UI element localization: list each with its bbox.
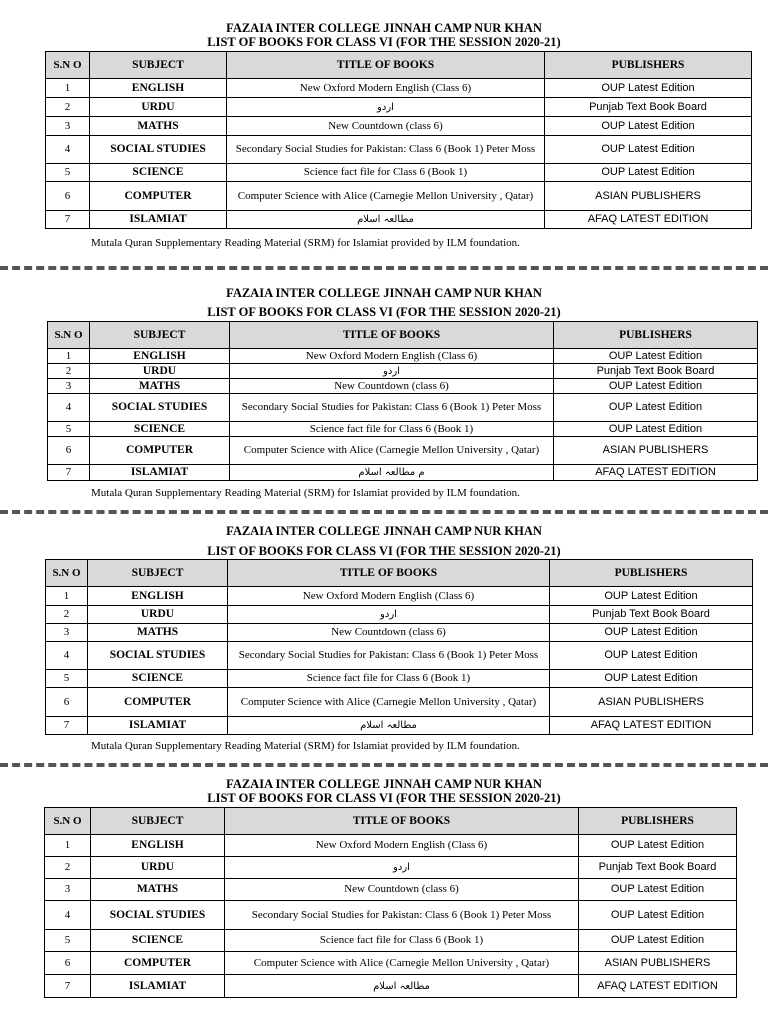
table-row [46,587,753,606]
cell-subject: SCIENCE [90,422,230,437]
table-row [46,117,752,136]
srm-note: Mutala Quran Supplementary Reading Material (SRM) for Islamiat provided by ILM foundation. [91,237,520,249]
header-publisher: PUBLISHERS [579,808,737,835]
header-publisher: PUBLISHERS [554,322,758,349]
cell-title: Science fact file for Class 6 (Book 1) [228,670,550,688]
cell-title: اردو [228,606,550,624]
table-row [48,349,758,364]
cell-publisher: OUP Latest Edition [545,117,752,136]
cell-sno: 6 [45,952,91,975]
cell-title: New Oxford Modern English (Class 6) [228,587,550,606]
cell-publisher: OUP Latest Edition [550,587,753,606]
header-title: TITLE OF BOOKS [228,560,550,587]
cell-sno: 5 [46,164,90,182]
cell-sno: 1 [48,349,90,364]
header-publisher: PUBLISHERS [545,52,752,79]
cell-subject: COMPUTER [90,182,227,211]
table-row [45,952,737,975]
cell-publisher: OUP Latest Edition [550,670,753,688]
cell-title: Secondary Social Studies for Pakistan: Class 6 (Book 1) Peter Moss [227,136,545,164]
table-row [45,857,737,879]
header-title: TITLE OF BOOKS [230,322,554,349]
table-row [46,182,752,211]
cell-publisher: OUP Latest Edition [545,79,752,98]
cell-sno: 3 [45,879,91,901]
cell-title: اردو [227,98,545,117]
cut-line [0,510,768,514]
books-table [45,51,752,229]
cell-title: Computer Science with Alice (Carnegie Mellon University , Qatar) [225,952,579,975]
cell-title: New Oxford Modern English (Class 6) [230,349,554,364]
cell-publisher: Punjab Text Book Board [545,98,752,117]
cell-sno: 4 [45,901,91,930]
cell-title: New Oxford Modern English (Class 6) [225,835,579,857]
cell-publisher: AFAQ LATEST EDITION [579,975,737,998]
table-row [45,975,737,998]
cell-publisher: AFAQ LATEST EDITION [550,717,753,735]
table-row [46,624,753,642]
list-title: LIST OF BOOKS FOR CLASS VI (FOR THE SESSION 2020-21) [207,305,561,319]
cell-subject: URDU [90,364,230,379]
cell-sno: 3 [46,624,88,642]
books-table [47,321,758,481]
cell-title: Computer Science with Alice (Carnegie Mellon University , Qatar) [230,437,554,465]
cell-subject: MATHS [90,379,230,394]
cell-subject: ISLAMIAT [90,211,227,229]
list-title: LIST OF BOOKS FOR CLASS VI (FOR THE SESSION 2020-21) [207,544,561,558]
cell-publisher: OUP Latest Edition [550,624,753,642]
cut-line [0,266,768,270]
cell-sno: 4 [46,136,90,164]
header-subject: SUBJECT [91,808,225,835]
header-publisher: PUBLISHERS [550,560,753,587]
cell-subject: MATHS [90,117,227,136]
cell-title: Computer Science with Alice (Carnegie Mellon University , Qatar) [227,182,545,211]
college-title: FAZAIA INTER COLLEGE JINNAH CAMP NUR KHAN [226,777,542,791]
table-row [45,835,737,857]
cell-publisher: ASIAN PUBLISHERS [554,437,758,465]
cell-publisher: OUP Latest Edition [545,164,752,182]
header-title: TITLE OF BOOKS [227,52,545,79]
cell-publisher: OUP Latest Edition [550,642,753,670]
table-row [46,79,752,98]
cell-subject: COMPUTER [91,952,225,975]
cell-publisher: OUP Latest Edition [579,930,737,952]
cell-sno: 4 [46,642,88,670]
cell-sno: 2 [46,98,90,117]
cell-subject: URDU [91,857,225,879]
cell-subject: MATHS [91,879,225,901]
cell-subject: URDU [88,606,228,624]
cell-publisher: OUP Latest Edition [579,901,737,930]
cell-sno: 1 [45,835,91,857]
header-subject: SUBJECT [88,560,228,587]
cell-title: Secondary Social Studies for Pakistan: Class 6 (Book 1) Peter Moss [230,394,554,422]
header-title: TITLE OF BOOKS [225,808,579,835]
list-title: LIST OF BOOKS FOR CLASS VI (FOR THE SESSION 2020-21) [207,35,561,49]
cell-title: م مطالعہ اسلام [230,465,554,481]
cell-subject: ENGLISH [91,835,225,857]
cell-title: Secondary Social Studies for Pakistan: Class 6 (Book 1) Peter Moss [228,642,550,670]
cell-subject: ISLAMIAT [91,975,225,998]
cell-publisher: Punjab Text Book Board [554,364,758,379]
header-sno: S.N O [45,808,91,835]
cell-sno: 3 [48,379,90,394]
cell-subject: SOCIAL STUDIES [91,901,225,930]
table-row [46,164,752,182]
header-sno: S.N O [46,52,90,79]
cell-sno: 3 [46,117,90,136]
cell-subject: SOCIAL STUDIES [90,136,227,164]
cell-subject: ISLAMIAT [88,717,228,735]
college-title: FAZAIA INTER COLLEGE JINNAH CAMP NUR KHAN [226,21,542,35]
header-subject: SUBJECT [90,322,230,349]
cell-subject: COMPUTER [90,437,230,465]
cell-publisher: Punjab Text Book Board [579,857,737,879]
cell-publisher: OUP Latest Edition [554,379,758,394]
cell-publisher: AFAQ LATEST EDITION [545,211,752,229]
cell-publisher: OUP Latest Edition [579,879,737,901]
cell-publisher: OUP Latest Edition [554,349,758,364]
cell-title: مطالعہ اسلام [225,975,579,998]
header-sno: S.N O [48,322,90,349]
table-row [46,688,753,717]
list-title: LIST OF BOOKS FOR CLASS VI (FOR THE SESSION 2020-21) [207,791,561,805]
cell-sno: 2 [46,606,88,624]
cell-sno: 7 [46,211,90,229]
cell-sno: 7 [46,717,88,735]
cell-title: مطالعہ اسلام [227,211,545,229]
srm-note: Mutala Quran Supplementary Reading Material (SRM) for Islamiat provided by ILM foundation. [91,740,520,752]
table-row [48,394,758,422]
cell-subject: SCIENCE [88,670,228,688]
cell-title: Science fact file for Class 6 (Book 1) [230,422,554,437]
srm-note: Mutala Quran Supplementary Reading Material (SRM) for Islamiat provided by ILM foundation. [91,487,520,499]
table-row [46,717,753,735]
cell-publisher: ASIAN PUBLISHERS [550,688,753,717]
cell-title: Computer Science with Alice (Carnegie Mellon University , Qatar) [228,688,550,717]
table-row [46,670,753,688]
cell-subject: COMPUTER [88,688,228,717]
cell-title: Science fact file for Class 6 (Book 1) [225,930,579,952]
cell-sno: 2 [48,364,90,379]
cell-title: New Countdown (class 6) [230,379,554,394]
cell-sno: 6 [46,182,90,211]
table-row [48,364,758,379]
cell-sno: 2 [45,857,91,879]
books-table [44,807,737,998]
cell-sno: 1 [46,79,90,98]
cell-title: مطالعہ اسلام [228,717,550,735]
cell-subject: SOCIAL STUDIES [90,394,230,422]
cut-line [0,763,768,767]
table-row [46,136,752,164]
cell-title: Secondary Social Studies for Pakistan: Class 6 (Book 1) Peter Moss [225,901,579,930]
cell-subject: ENGLISH [90,79,227,98]
cell-title: New Oxford Modern English (Class 6) [227,79,545,98]
header-sno: S.N O [46,560,88,587]
table-row [45,879,737,901]
cell-publisher: ASIAN PUBLISHERS [545,182,752,211]
cell-title: Science fact file for Class 6 (Book 1) [227,164,545,182]
cell-title: New Countdown (class 6) [227,117,545,136]
cell-publisher: AFAQ LATEST EDITION [554,465,758,481]
cell-subject: ENGLISH [88,587,228,606]
table-row [46,642,753,670]
cell-sno: 7 [48,465,90,481]
cell-title: اردو [230,364,554,379]
cell-publisher: OUP Latest Edition [554,422,758,437]
cell-publisher: Punjab Text Book Board [550,606,753,624]
cell-subject: SOCIAL STUDIES [88,642,228,670]
table-row [48,379,758,394]
cell-subject: SCIENCE [90,164,227,182]
table-row [48,465,758,481]
cell-subject: URDU [90,98,227,117]
cell-sno: 5 [45,930,91,952]
cell-sno: 1 [46,587,88,606]
cell-sno: 6 [46,688,88,717]
cell-subject: SCIENCE [91,930,225,952]
table-row [45,901,737,930]
table-row [46,211,752,229]
table-row [48,437,758,465]
cell-sno: 4 [48,394,90,422]
table-row [46,98,752,117]
cell-publisher: OUP Latest Edition [545,136,752,164]
college-title: FAZAIA INTER COLLEGE JINNAH CAMP NUR KHAN [226,286,542,300]
cell-sno: 5 [48,422,90,437]
books-table [45,559,753,735]
table-row [45,930,737,952]
cell-title: New Countdown (class 6) [228,624,550,642]
cell-subject: MATHS [88,624,228,642]
cell-sno: 7 [45,975,91,998]
header-subject: SUBJECT [90,52,227,79]
cell-publisher: ASIAN PUBLISHERS [579,952,737,975]
cell-title: اردو [225,857,579,879]
cell-subject: ENGLISH [90,349,230,364]
cell-sno: 6 [48,437,90,465]
cell-publisher: OUP Latest Edition [554,394,758,422]
cell-title: New Countdown (class 6) [225,879,579,901]
cell-sno: 5 [46,670,88,688]
college-title: FAZAIA INTER COLLEGE JINNAH CAMP NUR KHAN [226,524,542,538]
cell-publisher: OUP Latest Edition [579,835,737,857]
table-row [48,422,758,437]
table-row [46,606,753,624]
cell-subject: ISLAMIAT [90,465,230,481]
